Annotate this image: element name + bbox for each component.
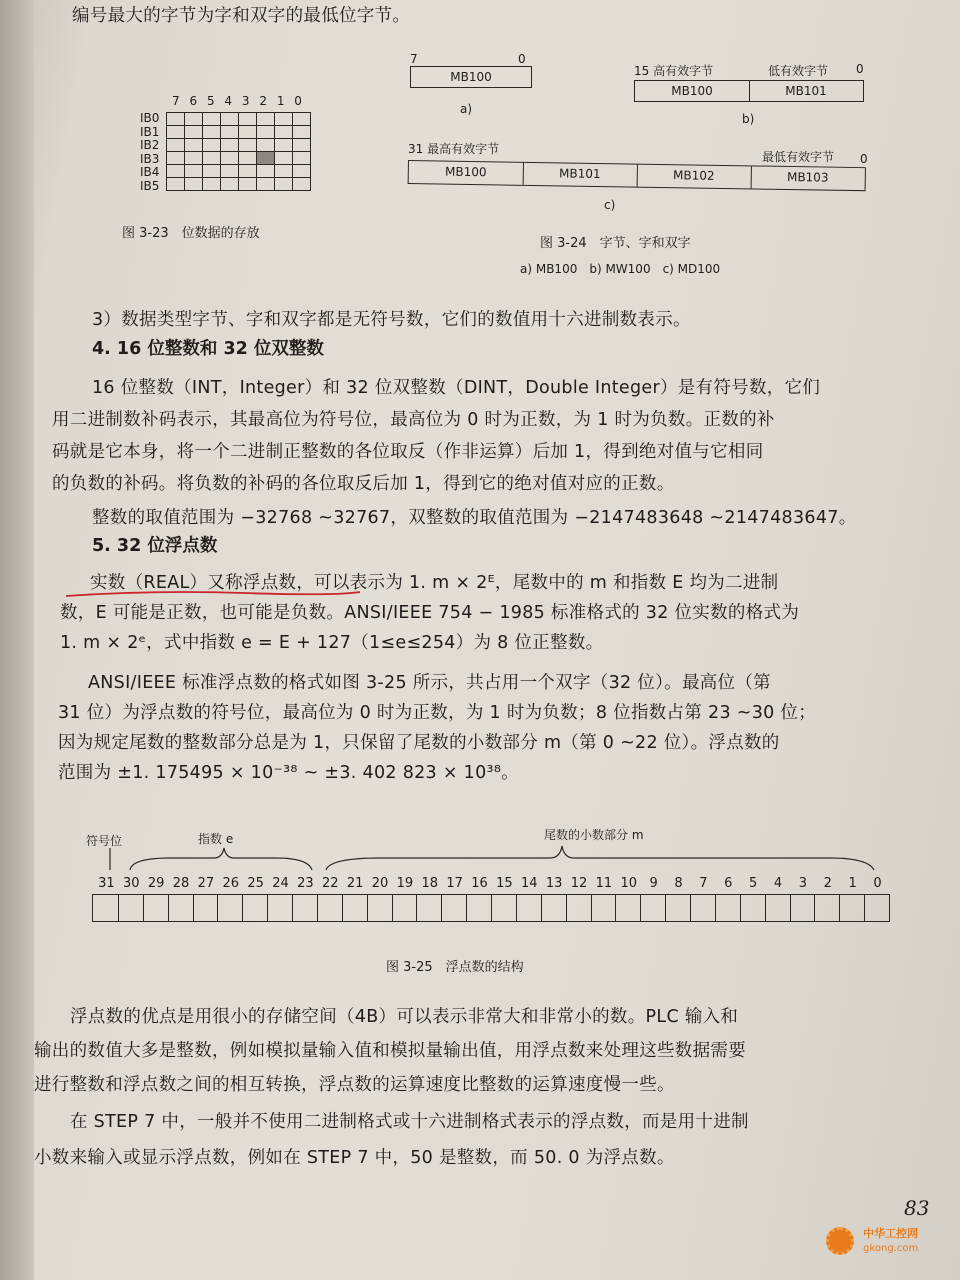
heading-5: 5. 32 位浮点数 xyxy=(92,536,218,556)
book-spine xyxy=(0,0,34,1280)
bit-number: 25 xyxy=(247,876,264,891)
para-3: 整数的取值范围为 −32768 ~32767，双整数的取值范围为 −2147483648 ~2147483647。 xyxy=(92,508,857,528)
fig24c-cell-0: MB100 xyxy=(444,164,487,180)
bit-number: 6 xyxy=(724,876,733,891)
fig24c-low-label: 最低有效字节 xyxy=(762,150,835,164)
fig24b-cell-1: MB101 xyxy=(785,84,827,98)
fig24b-word-box xyxy=(634,80,864,102)
fig25-bit-box xyxy=(92,894,890,922)
bit-cell xyxy=(864,895,865,921)
bit-number: 10 xyxy=(620,876,638,891)
bit-cell xyxy=(615,895,616,921)
bit-cell xyxy=(242,895,243,921)
fig24b-tag: b) xyxy=(742,112,755,126)
bit-cell xyxy=(416,895,417,921)
bit-cell xyxy=(566,895,567,921)
red-underline xyxy=(64,588,364,602)
fig23-row-labels: IB0 IB1 IB2 IB3 IB4 IB5 xyxy=(140,111,160,193)
bit-number: 17 xyxy=(446,876,463,891)
bit-number: 13 xyxy=(545,876,563,891)
watermark-url: gkong.com xyxy=(863,1243,919,1254)
bit-number: 14 xyxy=(521,876,538,891)
bit-cell xyxy=(143,895,144,921)
bit-number: 8 xyxy=(674,876,683,891)
watermark-name: 中华工控网 xyxy=(863,1227,919,1240)
fig24c-low-bit: 0 xyxy=(860,152,868,166)
bit-cell xyxy=(491,895,492,921)
page-number: 83 xyxy=(904,1196,930,1220)
bit-number: 0 xyxy=(873,876,882,891)
bit-number: 23 xyxy=(297,876,314,891)
bit-cell xyxy=(193,895,194,921)
fig24c-cell-2: MB102 xyxy=(672,168,715,183)
bit-cell xyxy=(591,895,592,921)
bit-cell xyxy=(715,895,716,921)
fig23-caption: 图 3-23 位数据的存放 xyxy=(122,226,260,241)
fig24-subcaption: a) MB100 b) MW100 c) MD100 xyxy=(520,262,721,276)
bit-cell xyxy=(267,895,268,921)
bit-cell xyxy=(690,895,691,921)
bit-number: 2 xyxy=(823,876,832,891)
bit-number: 4 xyxy=(773,876,783,891)
bit-cell xyxy=(740,895,741,921)
bit-number: 3 xyxy=(798,876,808,891)
fig24b-cell-0: MB100 xyxy=(671,84,713,98)
para-7: 在 STEP 7 中，一般并不使用二进制格式或十六进制格式表示的浮点数，而是用十进制 小数来输入或显示浮点数，例如在 STEP 7 中，50 是整数，而 50. 0 为浮点数。 xyxy=(34,1112,749,1168)
bit-cell xyxy=(292,895,293,921)
bit-number: 15 xyxy=(496,876,513,891)
fig24b-low-label: 低有效字节 xyxy=(768,64,829,78)
bit-cell xyxy=(765,895,766,921)
bit-cell xyxy=(541,895,542,921)
bit-cell xyxy=(367,895,368,921)
fig24a-high-bit: 7 xyxy=(410,52,418,66)
bit-number: 20 xyxy=(371,876,389,891)
bit-cell xyxy=(814,895,815,921)
bit-number: 31 xyxy=(98,876,115,891)
fig24c-cell-3: MB103 xyxy=(786,169,829,185)
bit-cell xyxy=(665,895,666,921)
bit-number: 1 xyxy=(848,876,857,891)
bit-cell xyxy=(441,895,442,921)
bit-number: 7 xyxy=(699,876,708,891)
bit-number: 27 xyxy=(197,876,215,891)
fig25-mant-label: 尾数的小数部分 m xyxy=(544,828,644,842)
bit-number: 16 xyxy=(471,876,488,891)
bit-number: 24 xyxy=(272,876,289,891)
fig24c-cell-1: MB101 xyxy=(558,166,601,182)
bit-cell xyxy=(516,895,517,921)
bit-number: 21 xyxy=(346,876,364,891)
bit-cell xyxy=(640,895,641,921)
fig25-caption: 图 3-25 浮点数的结构 xyxy=(386,960,524,975)
bit-number: 12 xyxy=(570,876,588,891)
para-6: 浮点数的优点是用很小的存储空间（4B）可以表示非常大和非常小的数。PLC 输入和 输出的数值大多是整数，例如模拟量输入值和模拟量输出值，用浮点数来处理这些数据需要 进行整数和浮点数之间的相互转换，浮点数的运算速度比整数的运算速度慢一些。 xyxy=(34,1007,746,1095)
bit-number: 11 xyxy=(595,876,613,891)
bit-cell xyxy=(790,895,791,921)
fig24b-low-bit: 0 xyxy=(856,62,864,76)
bit-number: 28 xyxy=(172,876,190,891)
bit-cell xyxy=(466,895,467,921)
fig24a-byte-box xyxy=(410,66,532,88)
para-5: ANSI/IEEE 标准浮点数的格式如图 3-25 所示，共占用一个双字（32 位）。最高位（第 31 位）为浮点数的符号位，最高位为 0 时为正数，为 1 时为负数；8 位指数占第 23 ~30 位； 因为规定尾数的整数部分总是为 1，只保留了尾数的小数部分 m（第 0 ~22 位）。浮点数的 范围为 ±1. 175495 × 10⁻³⁸ ~ ±3. 402 823 × 10³⁸。 xyxy=(58,673,817,783)
top-text: 编号最大的字节为字和双字的最低位字节。 xyxy=(72,6,411,26)
fig25-bit-numbers xyxy=(94,876,888,892)
bit-number: 18 xyxy=(421,876,439,891)
fig24c-tag: c) xyxy=(604,198,616,212)
bit-cell xyxy=(168,895,169,921)
fig23-bit-grid xyxy=(166,112,311,191)
fig25-sign-label: 符号位 xyxy=(86,834,123,848)
fig25-braces xyxy=(90,840,890,876)
bit-number: 9 xyxy=(649,876,658,891)
fig24a-tag: a) xyxy=(460,102,473,116)
para-2: 16 位整数（INT，Integer）和 32 位双整数（DINT，Double Integer）是有符号数，它们 用二进制数补码表示，其最高位为符号位，最高位为 0 时为正数，为 1 时为负数。正数的补 码就是它本身，将一个二进制正整数的各位取反（作非运算）后加 1，得到绝对值与它相同 的负数的补码。将负数的补码的各位取反后加 1，得到它的绝对值对应的正数。 xyxy=(52,378,821,494)
bit-cell xyxy=(118,895,119,921)
bit-number: 22 xyxy=(322,876,339,891)
fig24a-cell: MB100 xyxy=(450,70,492,84)
bit-cell xyxy=(342,895,343,921)
fig23-bit-header: 7 6 5 4 3 2 1 0 xyxy=(172,94,305,108)
fig24c-high-label: 31 最高有效字节 xyxy=(408,142,500,156)
bit-cell xyxy=(839,895,840,921)
bit-number: 30 xyxy=(123,876,140,891)
gear-icon xyxy=(826,1227,854,1255)
bit-number: 26 xyxy=(222,876,240,891)
bit-number: 29 xyxy=(147,876,165,891)
para-4: 实数（REAL）又称浮点数，可以表示为 1. m × 2ᴱ，尾数中的 m 和指数 E 均为二进制 数，E 可能是正数，也可能是负数。ANSI/IEEE 754 − 1985 标准格式的 32 位实数的格式为 1. m × 2ᵉ，式中指数 e = E + 127（1≤e≤254）为 8 位正整数。 xyxy=(60,573,800,653)
bit-number: 5 xyxy=(749,876,758,891)
bit-cell xyxy=(392,895,393,921)
bit-cell xyxy=(217,895,218,921)
bit-number: 19 xyxy=(396,876,414,891)
fig24b-high-label: 15 高有效字节 xyxy=(634,64,714,78)
fig24a-low-bit: 0 xyxy=(518,52,526,66)
para-1: 3）数据类型字节、字和双字都是无符号数，它们的数值用十六进制数表示。 xyxy=(92,310,691,330)
bit-cell xyxy=(317,895,318,921)
fig24-caption: 图 3-24 字节、字和双字 xyxy=(540,236,691,251)
heading-4: 4. 16 位整数和 32 位双整数 xyxy=(92,339,324,359)
fig25-exp-label: 指数 e xyxy=(198,832,234,846)
watermark xyxy=(826,1226,918,1255)
